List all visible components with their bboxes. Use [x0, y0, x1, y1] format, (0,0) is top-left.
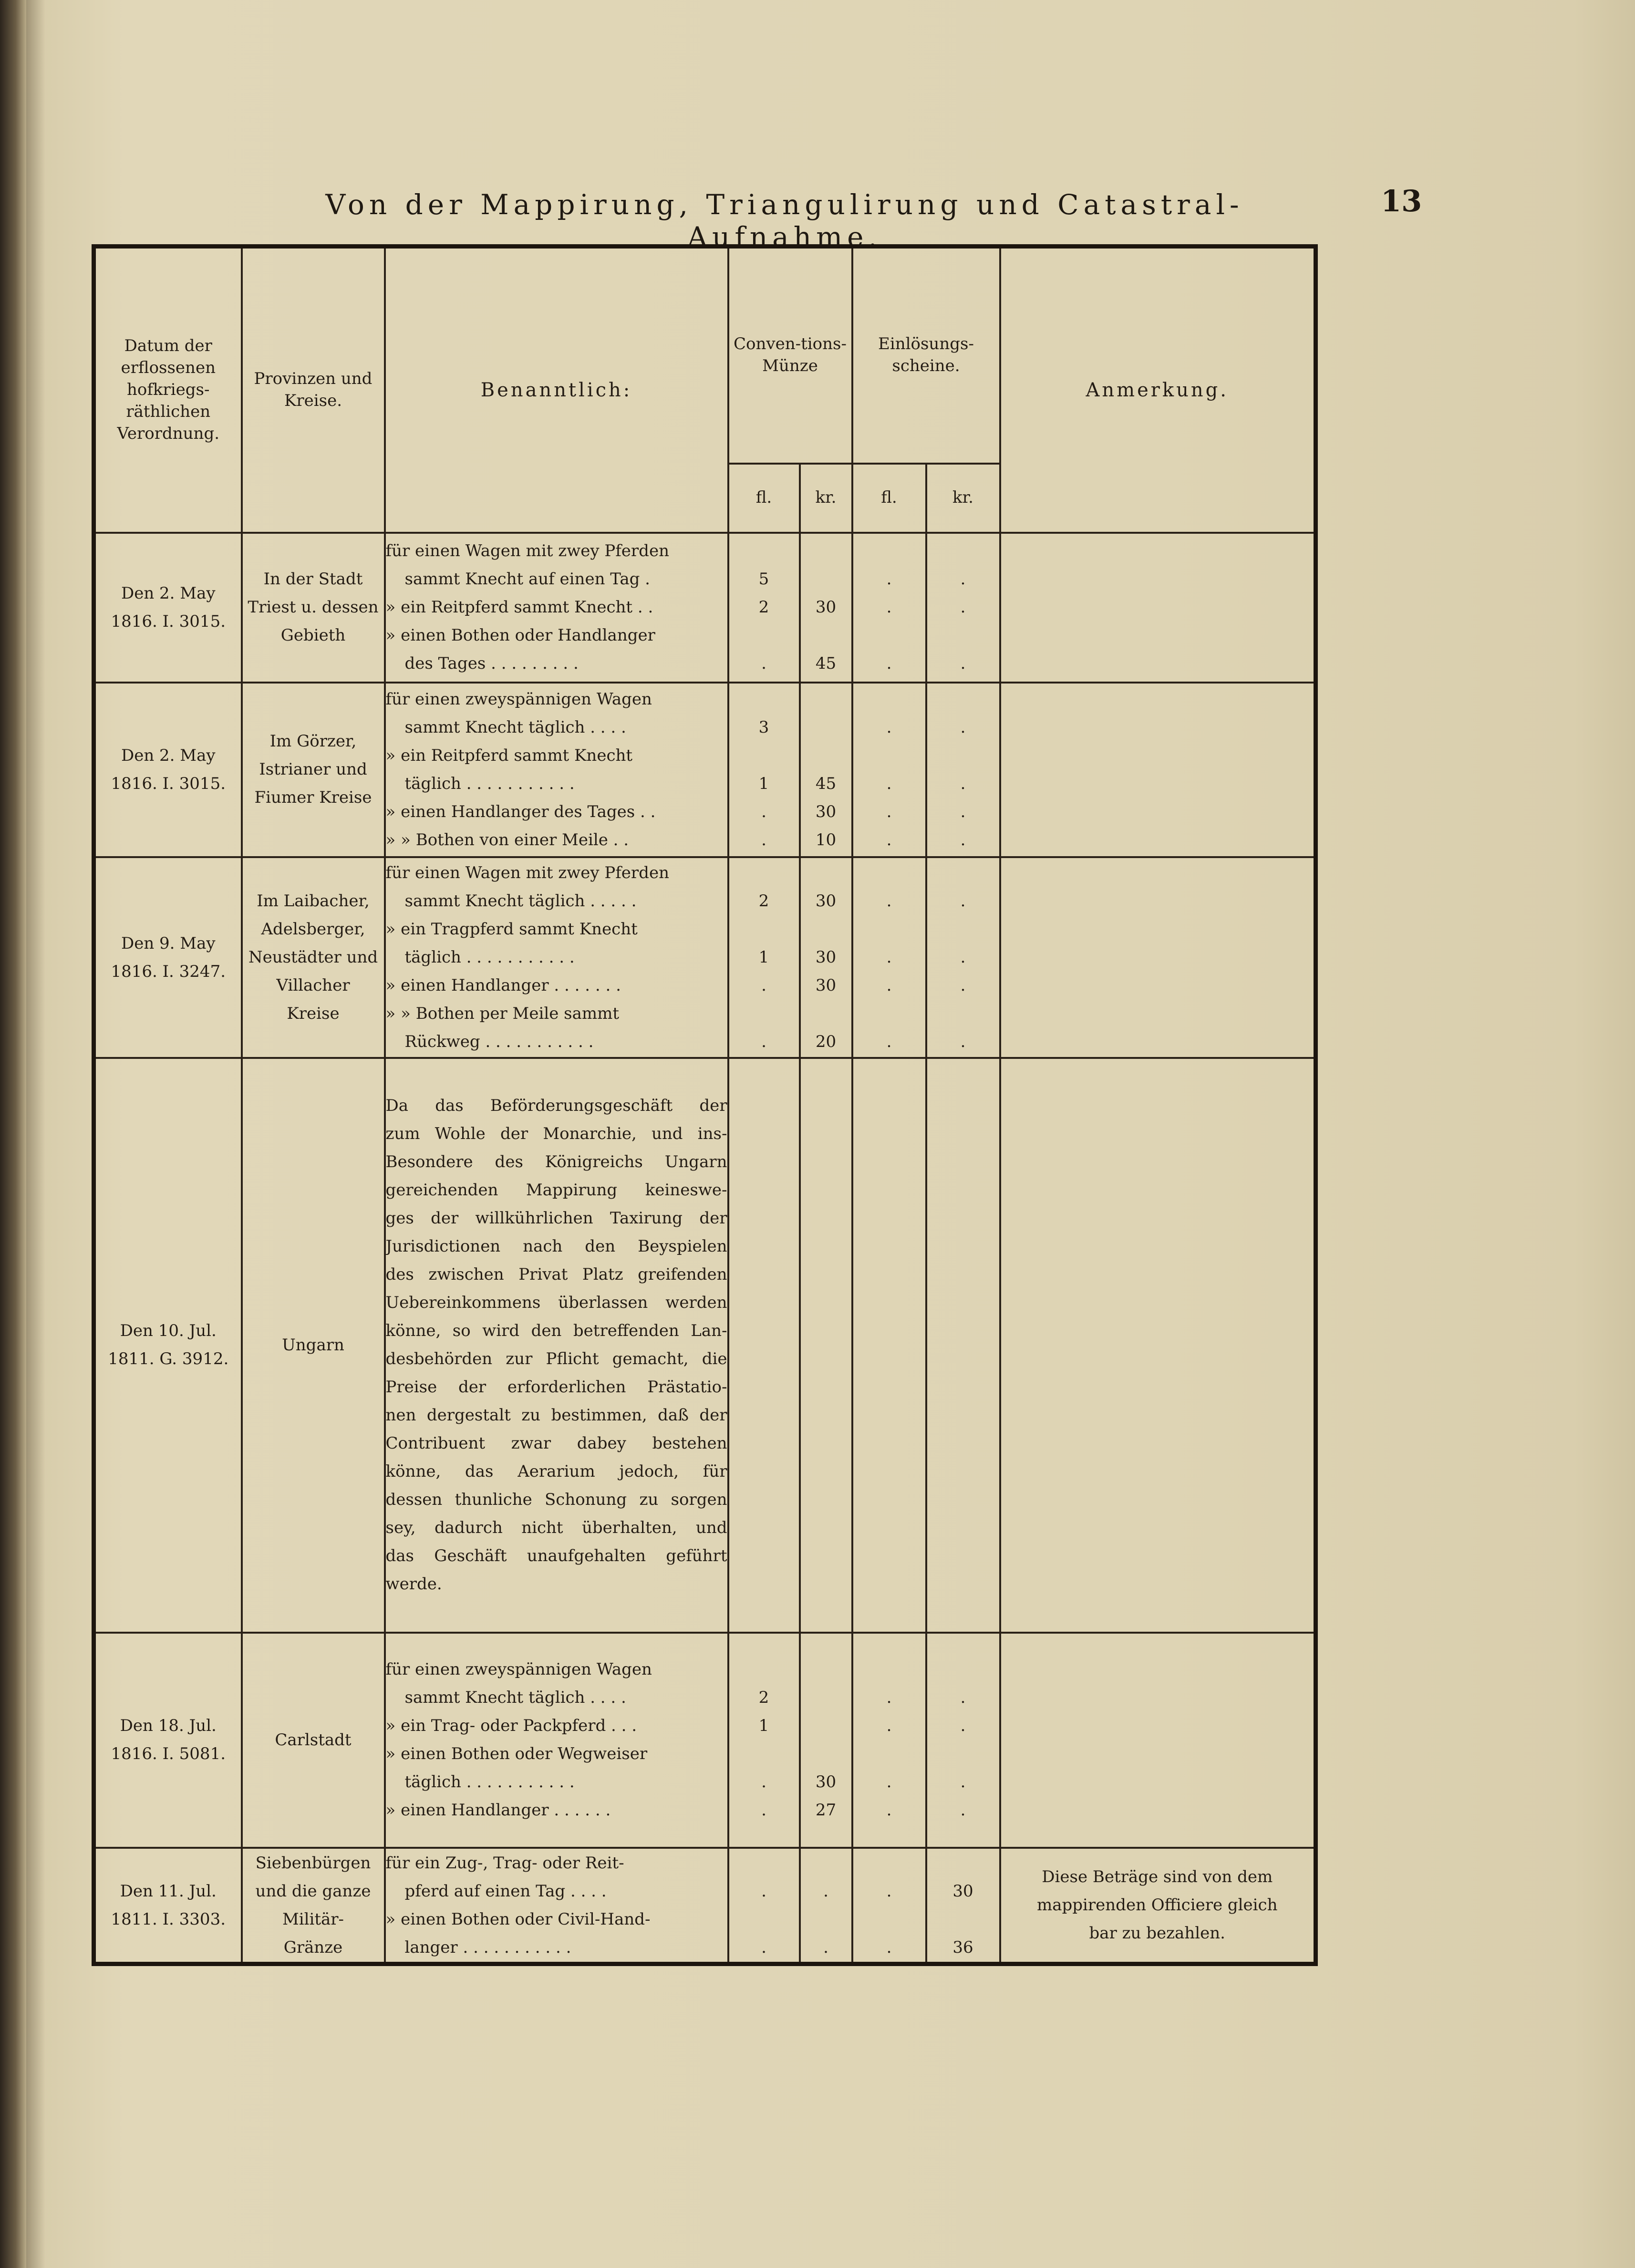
amount-value: .: [886, 1937, 892, 1957]
amount-value: 30: [815, 598, 837, 617]
amount-value: [927, 1000, 999, 1028]
amount-value: 30: [815, 1772, 837, 1792]
amount-value: .: [761, 1032, 766, 1052]
amount-value: .: [960, 598, 966, 617]
amount-value: .: [960, 570, 966, 589]
remark-cell: [1000, 533, 1316, 683]
description-line: » einen Handlanger des Tages . .: [385, 802, 656, 821]
amount-value: .: [960, 654, 966, 673]
amount-value: [927, 859, 999, 887]
description-cell: [385, 1058, 728, 1632]
amount-value: 2: [758, 598, 769, 617]
paragraph-line: könne, so wird den betreffenden Lan-: [385, 1321, 727, 1341]
description-line: » ein Reitpferd sammt Knecht: [385, 746, 633, 765]
amount-value: .: [761, 802, 766, 821]
amount-value: .: [886, 976, 892, 995]
amount-value: 30: [815, 948, 837, 967]
remark-cell: [1000, 1848, 1316, 1964]
province-line: Gränze: [283, 1937, 343, 1957]
amount-value: [853, 742, 925, 770]
province-cell: [242, 857, 385, 1058]
date-line: 1816. I. 3015.: [111, 774, 226, 793]
amount-value: 1: [758, 1716, 769, 1736]
amount-value: [927, 537, 999, 565]
table-row: [94, 533, 1316, 683]
description-line: » ein Trag- oder Packpferd . . .: [385, 1716, 637, 1736]
description-line: langer . . . . . . . . . . .: [404, 1937, 571, 1957]
date-cell: [94, 1633, 242, 1848]
amount-value: [729, 859, 799, 887]
conv-kr-cell: [800, 1058, 852, 1632]
amount-value: [801, 537, 851, 565]
amount-value: .: [886, 1716, 892, 1736]
einl-fl-cell: [852, 1633, 926, 1848]
paragraph-line: Uebereinkommens überlassen werden: [385, 1293, 727, 1313]
paragraph-line: ges der willkührlichen Taxirung der: [385, 1209, 727, 1228]
description-line: für einen zweyspännigen Wagen: [385, 689, 652, 709]
amount-value: [729, 742, 799, 770]
amount-value: [801, 1712, 851, 1740]
description-line: sammt Knecht auf einen Tag .: [404, 570, 650, 589]
subheader-conv-kr: kr.: [800, 464, 852, 533]
amount-value: [801, 915, 851, 943]
amount-value: .: [960, 1716, 966, 1736]
amount-value: [927, 1906, 999, 1934]
province-line: Im Laibacher,: [257, 891, 370, 911]
amount-value: .: [761, 1937, 766, 1957]
amount-value: [927, 915, 999, 943]
province-line: Ungarn: [282, 1335, 344, 1355]
amount-value: .: [886, 1032, 892, 1052]
province-cell: [242, 1058, 385, 1632]
amount-value: [927, 621, 999, 650]
einl-kr-cell: [926, 1633, 1000, 1848]
amount-value: 2: [758, 891, 769, 911]
paragraph-line: zum Wohle der Monarchie, und ins-: [385, 1124, 727, 1144]
amount-value: .: [886, 1881, 892, 1901]
province-cell: [242, 1848, 385, 1964]
province-cell: [242, 533, 385, 683]
amount-value: [801, 1656, 851, 1684]
description-cell: [385, 533, 728, 683]
amount-value: .: [886, 1801, 892, 1820]
date-cell: [94, 857, 242, 1058]
remark-line: mappirenden Officiere gleich: [1037, 1895, 1278, 1915]
amount-value: [853, 537, 925, 565]
einl-kr-cell: [926, 533, 1000, 683]
amount-value: .: [761, 830, 766, 849]
conv-fl-cell: [728, 1633, 800, 1848]
conv-fl-cell: [728, 683, 800, 857]
conv-kr-cell: [800, 683, 852, 857]
conv-fl-cell: [728, 857, 800, 1058]
amount-value: .: [886, 598, 892, 617]
einl-kr-cell: [926, 683, 1000, 857]
amount-value: [729, 621, 799, 650]
paragraph-line: Besondere des Königreichs Ungarn: [385, 1152, 727, 1172]
amount-value: [729, 1000, 799, 1028]
paragraph-line: Da das Beförderungsgeschäft der: [385, 1096, 727, 1116]
description-line: des Tages . . . . . . . . .: [404, 654, 579, 673]
amount-value: .: [886, 830, 892, 849]
table-row: [94, 1848, 1316, 1964]
amount-value: [853, 1906, 925, 1934]
description-line: » einen Handlanger . . . . . .: [385, 1801, 611, 1820]
amount-value: [853, 1849, 925, 1877]
subheader-einl-kr: kr.: [926, 464, 1000, 533]
table-row: [94, 857, 1316, 1058]
description-line: für einen zweyspännigen Wagen: [385, 1660, 652, 1679]
conv-kr-cell: [800, 1848, 852, 1964]
province-line: Neustädter und: [248, 948, 378, 967]
amount-value: [801, 1906, 851, 1934]
date-line: 1811. I. 3303.: [111, 1909, 226, 1929]
amount-value: 30: [952, 1881, 973, 1901]
description-line: » » Bothen von einer Meile . .: [385, 830, 629, 849]
conv-kr-cell: [800, 533, 852, 683]
column-header-date: Datum der erflossenen hofkriegs-räthlichen Verordnung.: [94, 247, 242, 533]
date-line: Den 10. Jul.: [120, 1321, 217, 1341]
province-cell: [242, 683, 385, 857]
province-line: Gebieth: [280, 626, 346, 645]
date-cell: [94, 533, 242, 683]
description-line: sammt Knecht täglich . . . .: [404, 717, 626, 737]
description-line: für ein Zug-, Trag- oder Reit-: [385, 1853, 624, 1873]
amount-value: .: [886, 717, 892, 737]
column-header-province: Provinzen und Kreise.: [242, 247, 385, 533]
conv-kr-cell: [800, 857, 852, 1058]
date-line: 1811. G. 3912.: [108, 1349, 229, 1369]
einl-kr-cell: [926, 1848, 1000, 1964]
description-line: pferd auf einen Tag . . . .: [404, 1881, 607, 1901]
amount-value: 36: [952, 1937, 973, 1957]
einl-fl-cell: [852, 683, 926, 857]
remark-line: Diese Beträge sind von dem: [1042, 1867, 1273, 1887]
province-line: Militär-: [282, 1909, 344, 1929]
date-line: Den 18. Jul.: [120, 1716, 217, 1736]
date-line: Den 2. May: [121, 746, 216, 765]
einl-fl-cell: [852, 1848, 926, 1964]
amount-value: .: [823, 1881, 828, 1901]
amount-value: .: [960, 891, 966, 911]
amount-value: [801, 1740, 851, 1768]
description-line: » einen Bothen oder Handlanger: [385, 626, 655, 645]
date-line: Den 11. Jul.: [120, 1881, 217, 1901]
description-cell: [385, 1848, 728, 1964]
amount-value: [801, 859, 851, 887]
amount-value: .: [960, 1801, 966, 1820]
province-line: In der Stadt: [263, 570, 363, 589]
amount-value: .: [960, 1032, 966, 1052]
amount-value: .: [823, 1937, 828, 1957]
amount-value: 30: [815, 802, 837, 821]
conv-fl-cell: [728, 1848, 800, 1964]
amount-value: [729, 537, 799, 565]
einl-kr-cell: [926, 857, 1000, 1058]
amount-value: .: [960, 1688, 966, 1708]
paragraph-line: das Geschäft unaufgehalten geführt: [385, 1546, 727, 1566]
amount-value: 3: [758, 717, 769, 737]
amount-value: [801, 1849, 851, 1877]
gutter-shadow: [26, 0, 45, 2268]
province-line: Istrianer und: [259, 760, 367, 779]
description-line: täglich . . . . . . . . . . .: [404, 774, 575, 793]
amount-value: [801, 1000, 851, 1028]
province-line: Kreise: [287, 1004, 340, 1024]
amount-value: .: [886, 1688, 892, 1708]
subheader-einl-fl: fl.: [852, 464, 926, 533]
date-line: 1816. I. 5081.: [111, 1744, 226, 1764]
province-line: Villacher: [276, 976, 350, 995]
amount-value: [853, 1000, 925, 1028]
description-line: sammt Knecht täglich . . . . .: [404, 891, 637, 911]
description-line: » einen Bothen oder Civil-Hand-: [385, 1909, 651, 1929]
tariff-table: [92, 244, 1318, 1966]
amount-value: [853, 1656, 925, 1684]
paragraph-line: Jurisdictionen nach den Beyspielen: [385, 1237, 727, 1256]
paragraph-line: dessen thunliche Schonung zu sorgen: [385, 1490, 727, 1510]
amount-value: [801, 742, 851, 770]
paragraph-line: sey, dadurch nicht überhalten, und: [385, 1518, 727, 1538]
amount-value: [801, 1684, 851, 1712]
province-line: Adelsberger,: [261, 920, 365, 939]
amount-value: [927, 1740, 999, 1768]
date-line: Den 2. May: [121, 583, 216, 603]
paragraph-line: nen dergestalt zu bestimmen, daß der: [385, 1406, 727, 1425]
province-line: Siebenbürgen: [255, 1853, 371, 1873]
date-line: 1816. I. 3015.: [111, 611, 226, 631]
remark-line: bar zu bezahlen.: [1089, 1924, 1225, 1943]
amount-value: 1: [758, 774, 769, 793]
column-header-redemption: Einlösungs-scheine.: [852, 247, 1000, 464]
description-line: » » Bothen per Meile sammt: [385, 1004, 619, 1024]
einl-fl-cell: [852, 1058, 926, 1632]
amount-value: .: [960, 948, 966, 967]
amount-value: .: [960, 774, 966, 793]
subheader-conv-fl: fl.: [728, 464, 800, 533]
page-number: 13: [1381, 184, 1422, 218]
amount-value: [801, 621, 851, 650]
einl-fl-cell: [852, 533, 926, 683]
date-cell: [94, 1848, 242, 1964]
amount-value: [927, 1849, 999, 1877]
amount-value: .: [761, 1801, 766, 1820]
amount-value: .: [886, 1772, 892, 1792]
remark-cell: [1000, 1058, 1316, 1632]
amount-value: [729, 1906, 799, 1934]
description-line: für einen Wagen mit zwey Pferden: [385, 541, 669, 561]
paragraph-line: gereichenden Mappirung keineswe-: [385, 1181, 727, 1200]
amount-value: 30: [815, 976, 837, 995]
amount-value: .: [960, 717, 966, 737]
description-line: » einen Handlanger . . . . . . .: [385, 976, 621, 995]
description-line: » einen Bothen oder Wegweiser: [385, 1744, 648, 1764]
amount-value: [853, 915, 925, 943]
paragraph-line: werde.: [385, 1574, 442, 1594]
amount-value: [729, 1740, 799, 1768]
amount-value: 27: [815, 1801, 837, 1820]
amount-value: .: [886, 774, 892, 793]
amount-value: 20: [815, 1032, 837, 1052]
column-header-description: Benanntlich:: [385, 247, 728, 533]
amount-value: [927, 742, 999, 770]
description-line: sammt Knecht täglich . . . .: [404, 1688, 626, 1708]
remark-cell: [1000, 857, 1316, 1058]
amount-value: .: [886, 654, 892, 673]
book-gutter: [0, 0, 26, 2268]
amount-value: [729, 685, 799, 714]
amount-value: [801, 714, 851, 742]
amount-value: [729, 1849, 799, 1877]
amount-value: 1: [758, 948, 769, 967]
column-header-convention: Conven-tions-Münze: [728, 247, 852, 464]
province-line: Triest u. dessen: [248, 598, 379, 617]
description-line: » ein Reitpferd sammt Knecht . .: [385, 598, 653, 617]
amount-value: .: [886, 802, 892, 821]
amount-value: [927, 685, 999, 714]
amount-value: .: [761, 654, 766, 673]
amount-value: 10: [815, 830, 837, 849]
amount-value: 2: [758, 1688, 769, 1708]
description-line: täglich . . . . . . . . . . .: [404, 948, 575, 967]
date-cell: [94, 1058, 242, 1632]
amount-value: .: [960, 830, 966, 849]
amount-value: [729, 1656, 799, 1684]
amount-value: .: [761, 976, 766, 995]
amount-value: 5: [758, 570, 769, 589]
amount-value: [801, 565, 851, 593]
description-line: für einen Wagen mit zwey Pferden: [385, 863, 669, 883]
amount-value: 45: [815, 774, 837, 793]
remark-cell: [1000, 1633, 1316, 1848]
date-line: Den 9. May: [121, 933, 216, 953]
description-line: » ein Tragpferd sammt Knecht: [385, 920, 638, 939]
description-cell: [385, 1633, 728, 1848]
header-row-1: [94, 247, 1316, 464]
amount-value: .: [761, 1772, 766, 1792]
province-line: Im Görzer,: [269, 732, 357, 751]
remark-cell: [1000, 683, 1316, 857]
amount-value: .: [761, 1881, 766, 1901]
amount-value: .: [960, 976, 966, 995]
amount-value: .: [886, 948, 892, 967]
description-cell: [385, 857, 728, 1058]
province-line: Carlstadt: [275, 1730, 352, 1750]
description-line: täglich . . . . . . . . . . .: [404, 1772, 575, 1792]
amount-value: [729, 915, 799, 943]
province-line: Fiumer Kreise: [254, 788, 372, 808]
amount-value: 30: [815, 891, 837, 911]
column-header-remark: Anmerkung.: [1000, 247, 1316, 533]
conv-kr-cell: [800, 1633, 852, 1848]
amount-value: [853, 1740, 925, 1768]
paragraph-line: des zwischen Privat Platz greifenden: [385, 1265, 727, 1284]
description-cell: [385, 683, 728, 857]
date-cell: [94, 683, 242, 857]
conv-fl-cell: [728, 533, 800, 683]
amount-value: [853, 859, 925, 887]
amount-value: .: [960, 1772, 966, 1792]
paragraph-line: desbehörden zur Pflicht gemacht, die: [385, 1349, 727, 1369]
amount-value: .: [886, 891, 892, 911]
paragraph-line: Preise der erforderlichen Prästatio-: [385, 1377, 727, 1397]
running-header: Von der Mappirung, Triangulirung und Catastral-Aufnahme.: [325, 188, 1244, 253]
description-line: Rückweg . . . . . . . . . . .: [404, 1032, 594, 1052]
table-row: [94, 1633, 1316, 1848]
table-row: [94, 1058, 1316, 1632]
amount-value: 45: [815, 654, 837, 673]
amount-value: [927, 1656, 999, 1684]
conv-fl-cell: [728, 1058, 800, 1632]
amount-value: [853, 685, 925, 714]
einl-kr-cell: [926, 1058, 1000, 1632]
date-line: 1816. I. 3247.: [111, 962, 226, 981]
table-row: [94, 683, 1316, 857]
province-cell: [242, 1633, 385, 1848]
paragraph-line: Contribuent zwar dabey bestehen: [385, 1434, 727, 1453]
amount-value: [801, 685, 851, 714]
einl-fl-cell: [852, 857, 926, 1058]
province-line: und die ganze: [255, 1881, 371, 1901]
amount-value: [853, 621, 925, 650]
amount-value: .: [886, 570, 892, 589]
amount-value: .: [960, 802, 966, 821]
paragraph-line: könne, das Aerarium jedoch, für: [385, 1462, 727, 1481]
